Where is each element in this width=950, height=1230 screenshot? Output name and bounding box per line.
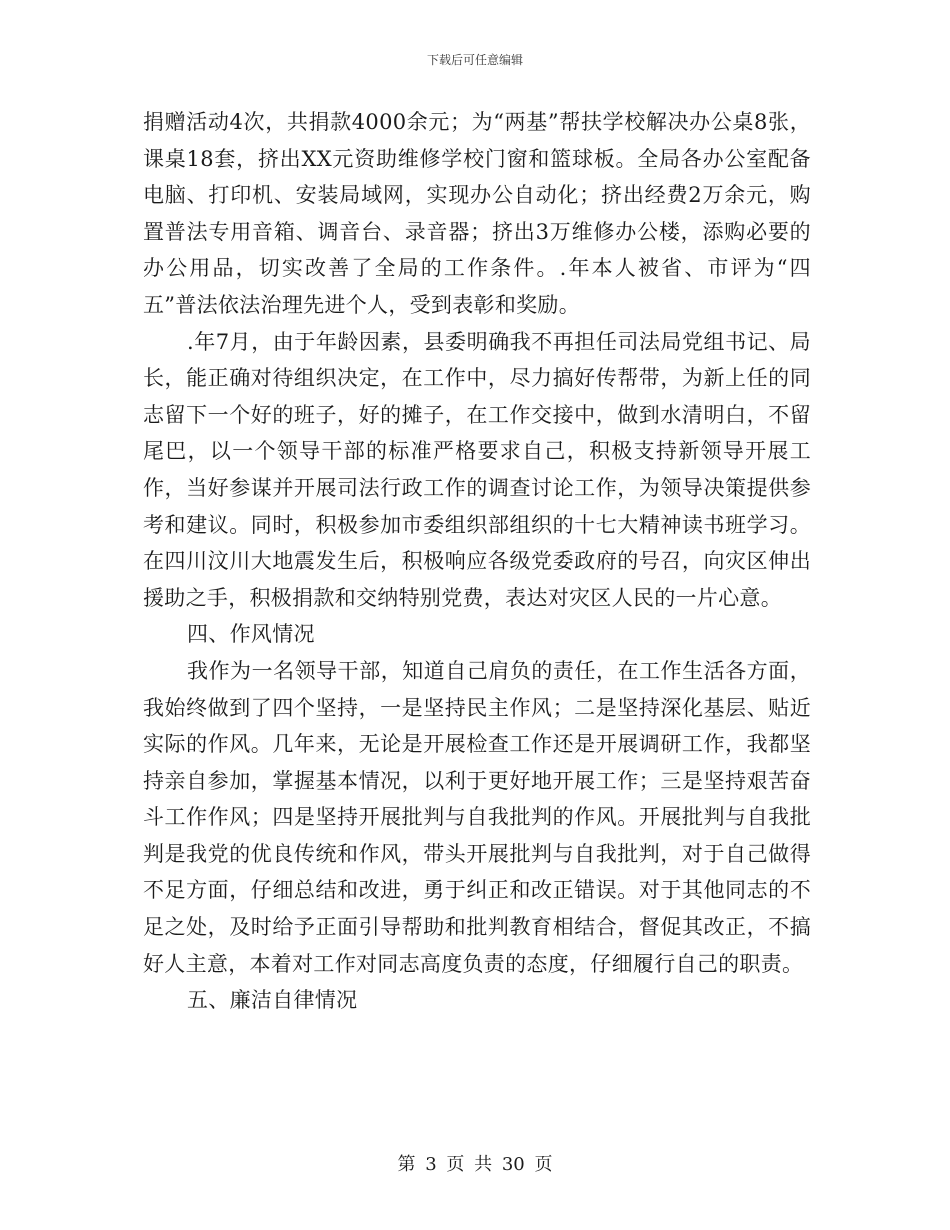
section-heading-integrity: 五、廉洁自律情况: [187, 988, 358, 1013]
paragraph-retirement: .年7月，由于年龄因素，县委明确我不再担任司法局党组书记、局长，能正确对待组织决定，在工作中，尽力搞好传帮带，为新上任的同志留下一个好的班子，好的摊子，在工作交接中，做到水清明白，不留尾巴，以一个领导干部的标准严格要求自己，积极支持新领导开展工作，当好参谋并开展司法行政工作的调查讨论工作，为领导决策提供参考和建议。同时，积极参加市委组织部组织的十七大精神读书班学习。在四川汶川大地震发生后，积极响应各级党委政府的号召，向灾区伸出援助之手，积极捐款和交纳特别党费，表达对灾区人民的一片心意。: [143, 329, 811, 610]
section-heading-work-style: 四、作风情况: [187, 622, 315, 647]
paragraph-work-style: 我作为一名领导干部，知道自己肩负的责任，在工作生活各方面，我始终做到了四个坚持，一是坚持民主作风；二是坚持深化基层、贴近实际的作风。几年来，无论是开展检查工作还是开展调研工作，我都坚持亲自参加，掌握基本情况，以利于更好地开展工作；三是坚持艰苦奋斗工作作风；四是坚持开展批判与自我批判的作风。开展批判与自我批判是我党的优良传统和作风，带头开展批判与自我批判，对于自己做得不足方面，仔细总结和改进，勇于纠正和改正错误。对于其他同志的不足之处，及时给予正面引导帮助和批判教育相结合，督促其改正，不搞好人主意，本着对工作对同志高度负责的态度，仔细履行自己的职责。: [143, 658, 811, 976]
paragraph-donations: 捐赠活动4次，共捐款4000余元；为“两基”帮扶学校解决办公桌8张，课桌18套，挤出XX元资助维修学校门窗和篮球板。全局各办公室配备电脑、打印机、安装局域网，实现办公自动化；挤出经费2万余元，购置普法专用音箱、调音台、录音器；挤出3万维修办公楼，添购必要的办公用品，切实改善了全局的工作条件。.年本人被省、市评为“四五”普法依法治理先进个人，受到表彰和奖励。: [143, 110, 811, 317]
page-header-note: 下载后可任意编辑: [426, 53, 523, 67]
page-number-footer: 第 3 页 共 30 页: [397, 1154, 553, 1175]
document-body: [143, 104, 811, 1019]
